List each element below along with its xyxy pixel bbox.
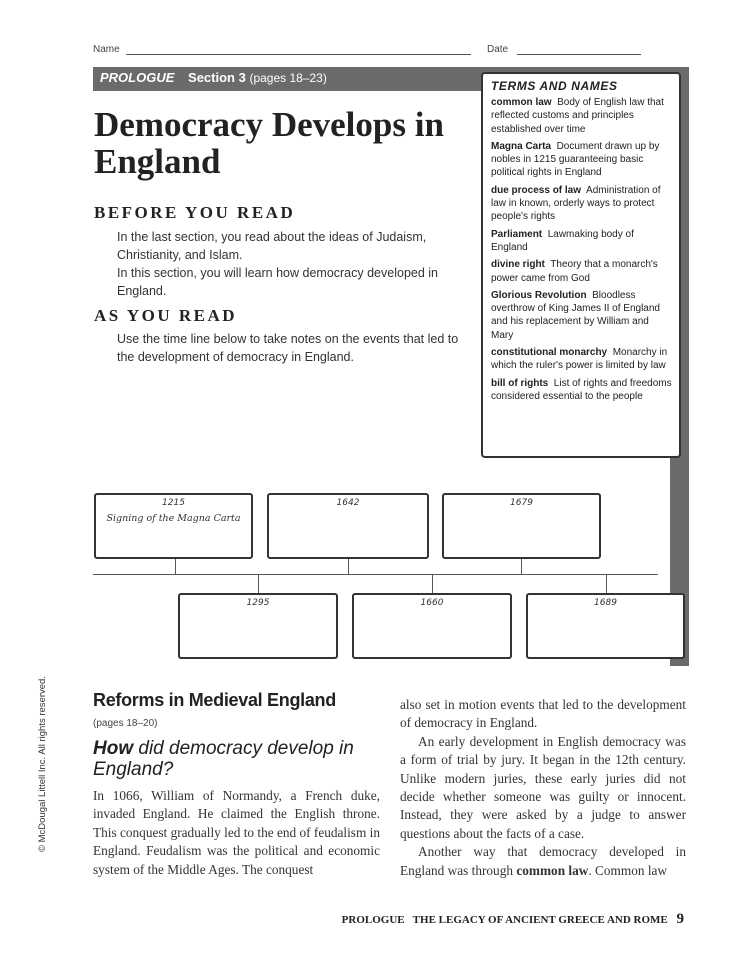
timeline-year: 1642 xyxy=(336,498,360,508)
timeline-tick xyxy=(432,575,433,593)
term-name: divine right xyxy=(491,259,545,271)
as-you-read-p1: Use the time line below to take notes on the events that led to the development of democracy in England. xyxy=(117,332,459,364)
term-common-law: common law xyxy=(516,862,589,878)
timeline-tick xyxy=(258,575,259,593)
timeline-box-1295[interactable] xyxy=(178,593,338,659)
term-item xyxy=(491,140,673,180)
timeline-year: 1215 xyxy=(162,498,185,508)
timeline-tick xyxy=(606,575,607,593)
copyright-notice: © McDougal Littell Inc. All rights reserved. xyxy=(37,676,48,852)
term-item xyxy=(491,96,673,136)
timeline-box-1679[interactable] xyxy=(442,493,601,559)
date-field[interactable] xyxy=(517,44,641,55)
timeline-tick xyxy=(348,558,349,574)
term-item xyxy=(491,228,673,255)
term-name: due process of law xyxy=(491,184,582,196)
timeline-year: 1295 xyxy=(246,598,270,608)
term-definition: Monarchy in which the ruler's power is limited by law xyxy=(491,347,668,372)
term-definition: Theory that a monarch's power came from God xyxy=(491,259,658,284)
term-name: common law xyxy=(491,97,552,108)
column-left xyxy=(93,787,380,879)
timeline-year: 1660 xyxy=(420,598,444,608)
term-name: Parliament xyxy=(491,228,543,240)
term-name: Glorious Revolution xyxy=(491,289,587,301)
section-pages-ref: (pages 18–20) xyxy=(93,718,158,729)
paragraph: also set in motion events that led to the development of democracy in England. xyxy=(400,697,686,731)
page-footer xyxy=(0,911,684,928)
term-definition: Administration of law in known, orderly ways to protect people's rights xyxy=(491,184,661,223)
name-field[interactable] xyxy=(126,44,471,55)
copyright-wrap xyxy=(37,622,53,852)
as-you-read-heading: AS YOU READ xyxy=(94,306,238,325)
term-item xyxy=(491,258,673,285)
paragraph: An early development in English democracy was a form of trial by jury. It began in the 12th century. Unlike modern juries, these early juries did not decide whether someone was guilty or innocent. Instead, they were asked by a judge to answer questions about the facts of a case. xyxy=(400,733,686,841)
paragraph-start: Another way that democracy developed in England was through xyxy=(400,844,686,878)
terms-heading: TERMS AND NAMES xyxy=(491,79,618,93)
timeline-box-1215[interactable] xyxy=(94,493,253,559)
term-definition: Document drawn up by nobles in 1215 guaranteeing basic political rights in England xyxy=(491,140,660,179)
term-definition: Body of English law that reflected customs and principles established over time xyxy=(491,97,664,135)
date-label: Date xyxy=(487,44,509,55)
term-item xyxy=(491,346,673,373)
timeline-box-1689[interactable] xyxy=(526,593,685,659)
term-name: constitutional monarchy xyxy=(491,347,608,359)
before-you-read-p1: In the last section, you read about the ideas of Judaism, Christianity, and Islam. xyxy=(117,230,427,262)
section-label: Section 3 xyxy=(188,70,246,85)
term-item xyxy=(491,289,673,342)
term-item xyxy=(491,377,673,404)
timeline-note: Signing of the Magna Carta xyxy=(106,513,241,524)
timeline-box-1660[interactable] xyxy=(352,593,512,659)
page-title: Democracy Develops in England xyxy=(94,105,444,181)
term-item xyxy=(491,184,673,224)
timeline-year: 1679 xyxy=(510,498,533,508)
question-rest: did democracy develop in England? xyxy=(93,738,354,780)
name-label: Name xyxy=(93,44,120,55)
term-definition: List of rights and freedoms considered essential to the people xyxy=(491,377,672,402)
paragraph xyxy=(400,843,686,880)
timeline-tick xyxy=(175,558,176,574)
paragraph: In 1066, William of Normandy, a French duke, invaded England. He claimed the English throne. This conquest gradually led to the end of feudalism in England. Feudalism was the political and economic system of the Middle Ages. The conquest xyxy=(93,788,380,877)
section-header xyxy=(100,70,327,85)
term-definition: Lawmaking body of England xyxy=(491,228,634,253)
timeline-tick xyxy=(521,558,522,574)
term-name: Magna Carta xyxy=(491,140,552,152)
question-bold: How xyxy=(93,738,134,759)
page-number: 9 xyxy=(676,911,684,927)
before-you-read-p2: In this section, you will learn how democracy developed in England. xyxy=(117,266,439,298)
section-title: Reforms in Medieval England xyxy=(93,690,336,710)
focus-question xyxy=(93,738,383,780)
section-pages: (pages 18–23) xyxy=(249,71,327,85)
timeline-axis xyxy=(93,574,658,575)
before-you-read-heading: BEFORE YOU READ xyxy=(94,203,296,222)
prologue-label: PROLOGUE xyxy=(100,70,175,85)
running-head: PROLOGUE THE LEGACY OF ANCIENT GREECE AND ROME xyxy=(341,914,668,926)
terms-and-names-box xyxy=(481,72,681,458)
paragraph-end: . Common law xyxy=(588,862,668,878)
term-definition: Bloodless overthrow of King James II of England and his replacement by William and Mary xyxy=(491,289,660,341)
column-right xyxy=(400,696,686,880)
timeline-year: 1689 xyxy=(594,598,617,608)
term-name: bill of rights xyxy=(491,377,549,389)
timeline-box-1642[interactable] xyxy=(267,493,429,559)
